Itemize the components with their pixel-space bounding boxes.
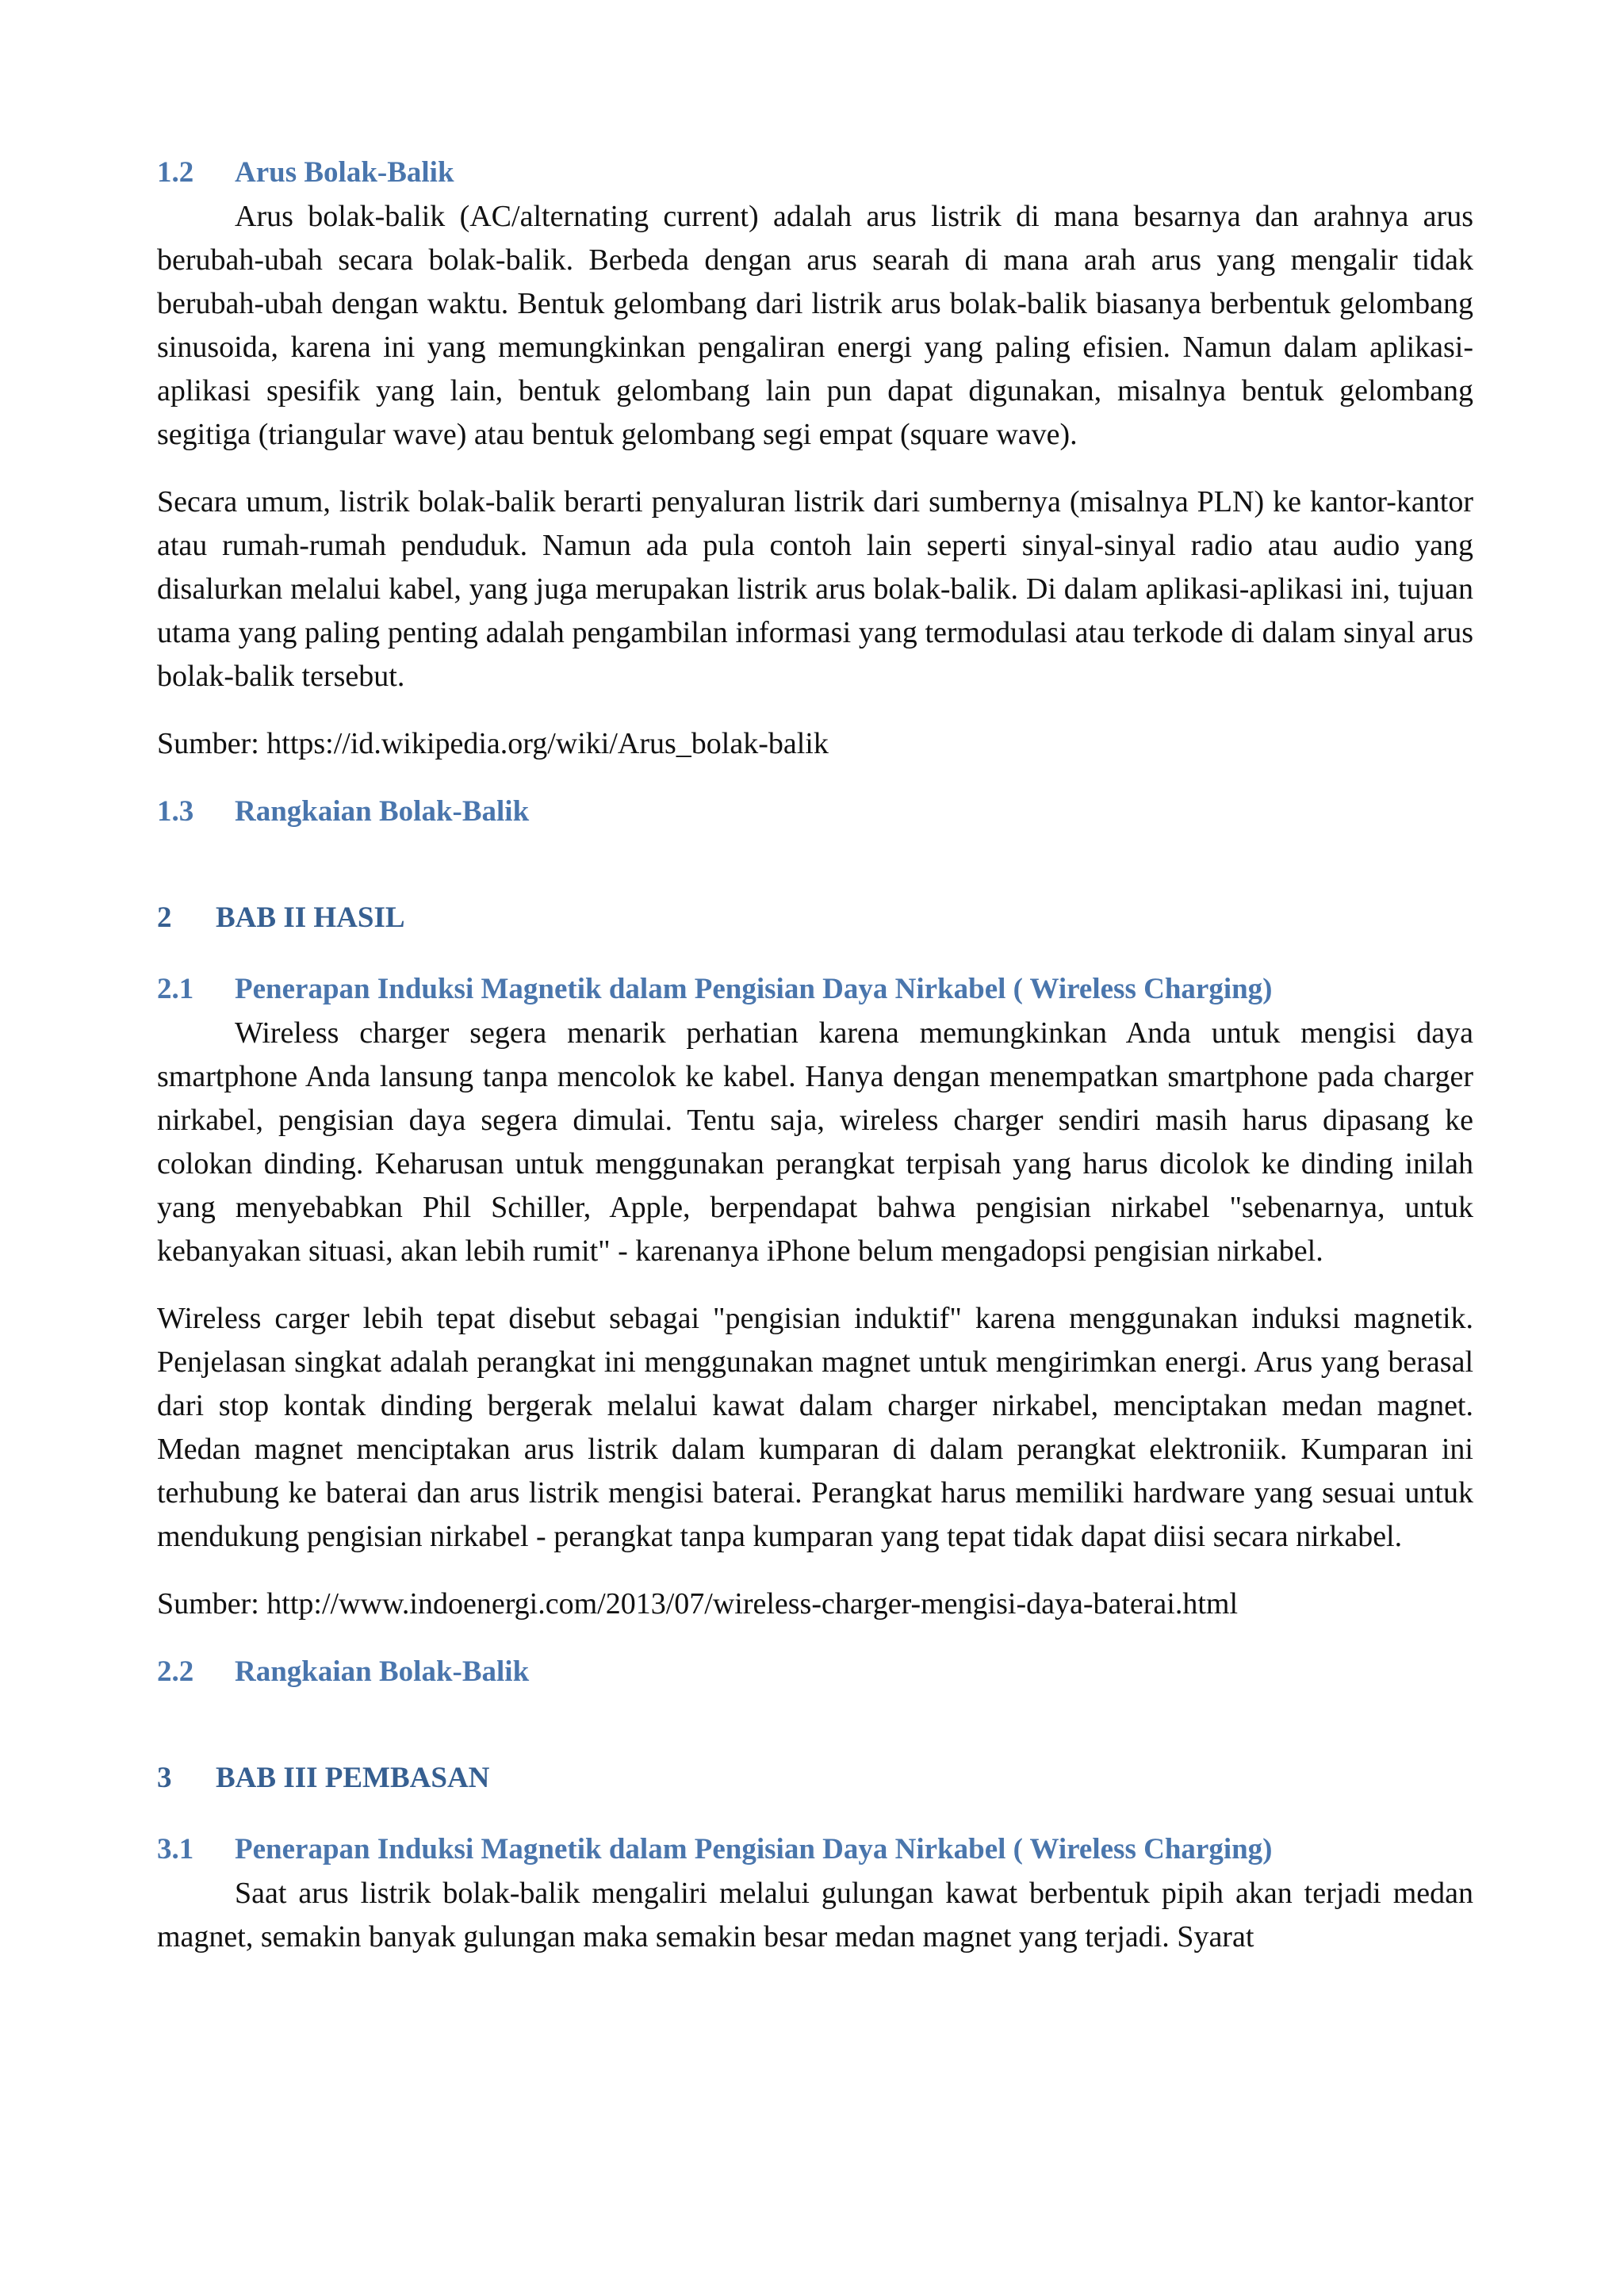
heading-title: Penerapan Induksi Magnetik dalam Pengisian Daya Nirkabel ( Wireless Charging) <box>235 973 1273 1005</box>
heading-chapter-2 <box>157 896 1473 940</box>
heading-number: 1.3 <box>157 795 194 828</box>
source-citation: Sumber: http://www.indoenergi.com/2013/07/wireless-charger-mengisi-daya-baterai.html <box>157 1587 1239 1621</box>
heading-number: 1.2 <box>157 156 194 189</box>
paragraph: Wireless carger lebih tepat disebut sebagai "pengisian induktif" karena menggunakan induksi magnetik. Penjelasan singkat adalah perangkat ini menggunakan magnet untuk mengirimkan energi. Arus yang berasal dari stop kontak dinding bergerak melalui kawat dalam charger nirkabel, menciptakan medan magnet. Medan magnet menciptakan arus listrik dalam kumparan di dalam perangkat elektroniik. Kumparan ini terhubung ke baterai dan arus listrik mengisi baterai. Perangkat harus memiliki hardware yang sesuai untuk mendukung pengisian nirkabel - perangkat tanpa kumparan yang tepat tidak dapat diisi secara nirkabel. <box>157 1302 1473 1553</box>
paragraph: Wireless charger segera menarik perhatian karena memungkinkan Anda untuk mengisi daya smartphone Anda lansung tanpa mencolok ke kabel. Hanya dengan menempatkan smartphone pada charger nirkabel, pengisian daya segera dimulai. Tentu saja, wireless charger sendiri masih harus dipasang ke colokan dinding. Keharusan untuk menggunakan perangkat terpisah yang harus dicolok ke dinding inilah yang menyebabkan Phil Schiller, Apple, berpendapat bahwa pengisian nirkabel "sebenarnya, untuk kebanyakan situasi, akan lebih rumit" - karenanya iPhone belum mengadopsi pengisian nirkabel. <box>157 1016 1473 1268</box>
heading-number: 2.2 <box>157 1655 194 1688</box>
heading-title: Arus Bolak-Balik <box>235 156 454 189</box>
source-citation: Sumber: https://id.wikipedia.org/wiki/Arus_bolak-balik <box>157 727 829 760</box>
heading-chapter-3 <box>157 1756 1473 1800</box>
paragraph: Arus bolak-balik (AC/alternating current) adalah arus listrik di mana besarnya dan arahnya arus berubah-ubah secara bolak-balik. Berbeda dengan arus searah di mana arah arus yang mengalir tidak berubah-ubah dengan waktu. Bentuk gelombang dari listrik arus bolak-balik biasanya berbentuk gelombang sinusoida, karena ini yang memungkinkan pengaliran energi yang paling efisien. Namun dalam aplikasi-aplikasi spesifik yang lain, bentuk gelombang lain pun dapat digunakan, misalnya bentuk gelombang segitiga (triangular wave) atau bentuk gelombang segi empat (square wave). <box>157 200 1473 451</box>
heading-number: 2 <box>157 901 172 934</box>
heading-1-3 <box>157 790 1473 834</box>
heading-3-1 <box>157 1827 1473 1872</box>
heading-2-1 <box>157 967 1473 1012</box>
heading-title: Rangkaian Bolak-Balik <box>235 795 530 828</box>
paragraph: Saat arus listrik bolak-balik mengaliri melalui gulungan kawat berbentuk pipih akan terjadi medan magnet, semakin banyak gulungan maka semakin besar medan magnet yang terjadi. Syarat <box>157 1877 1473 1954</box>
heading-title: BAB III PEMBASAN <box>216 1762 490 1794</box>
heading-title: BAB II HASIL <box>216 901 405 934</box>
document-body <box>157 151 1473 1959</box>
heading-2-2 <box>157 1650 1473 1694</box>
heading-number: 3 <box>157 1762 172 1794</box>
heading-title: Rangkaian Bolak-Balik <box>235 1655 530 1688</box>
paragraph: Secara umum, listrik bolak-balik berarti penyaluran listrik dari sumbernya (misalnya PLN) ke kantor-kantor atau rumah-rumah penduduk. Namun ada pula contoh lain seperti sinyal-sinyal radio atau audio yang disalurkan melalui kabel, yang juga merupakan listrik arus bolak-balik. Di dalam aplikasi-aplikasi ini, tujuan utama yang paling penting adalah pengambilan informasi yang termodulasi atau terkode di dalam sinyal arus bolak-balik tersebut. <box>157 485 1473 693</box>
heading-1-2 <box>157 151 1473 195</box>
heading-title: Penerapan Induksi Magnetik dalam Pengisian Daya Nirkabel ( Wireless Charging) <box>235 1833 1273 1866</box>
heading-number: 2.1 <box>157 973 194 1005</box>
heading-number: 3.1 <box>157 1833 194 1866</box>
